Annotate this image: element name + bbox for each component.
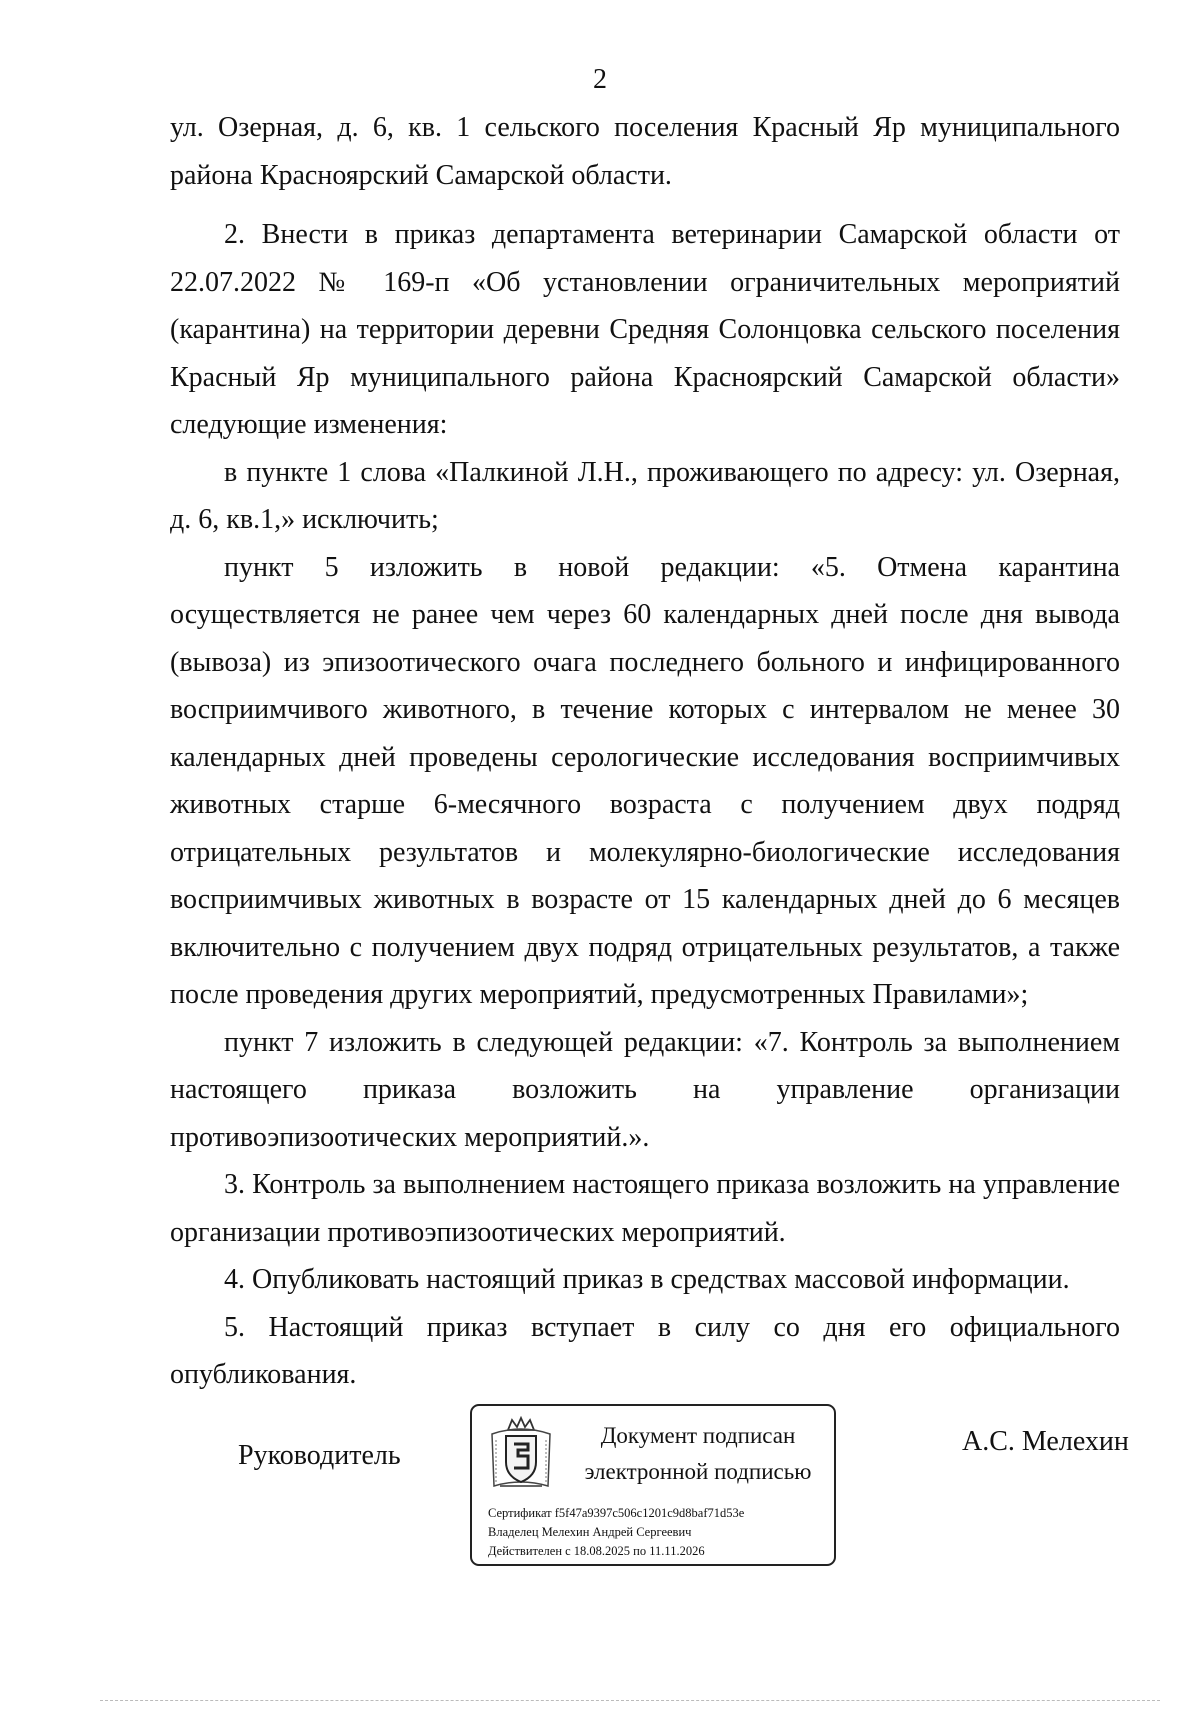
- stamp-validity: Действителен с 18.08.2025 по 11.11.2026: [488, 1544, 705, 1558]
- paragraph-amend-point-7: пункт 7 изложить в следующей редакции: «7. Контроль за выполнением настоящего приказа возложить на управление организации противоэпизоотических мероприятий.».: [170, 1026, 1120, 1153]
- electronic-signature-stamp: [470, 1404, 836, 1566]
- document-body: [170, 104, 1120, 1399]
- paragraph-item-4: 4. Опубликовать настоящий приказ в средствах массовой информации.: [224, 1264, 1070, 1295]
- paragraph-item-5: 5. Настоящий приказ вступает в силу со дня его официального опубликования.: [170, 1311, 1120, 1390]
- stamp-heading: [570, 1418, 826, 1490]
- stamp-details: [488, 1504, 828, 1561]
- samara-region-coat-of-arms-icon: [486, 1416, 556, 1492]
- page-number: 2: [593, 64, 607, 95]
- signature-block: [0, 1423, 1200, 1578]
- paragraph-item-3: 3. Контроль за выполнением настоящего приказа возложить на управление организации противоэпизоотических мероприятий.: [170, 1169, 1120, 1248]
- signer-name: А.С. Мелехин: [962, 1426, 1129, 1457]
- stamp-heading-line-2: электронной подписью: [584, 1459, 812, 1484]
- paragraph-amend-point-1: в пункте 1 слова «Палкиной Л.Н., проживающего по адресу: ул. Озерная, д. 6, кв.1,» исключить;: [170, 456, 1120, 535]
- paragraph-amend-point-5: пункт 5 изложить в новой редакции: «5. Отмена карантина осуществляется не ранее чем через 60 календарных дней после дня вывода (вывоза) из эпизоотического очага последнего больного и инфицированного восприимчивого животного, в течение которых с интервалом не менее 30 календарных дней проведены серологические исследования восприимчивых животных старше 6-месячного возраста с получением двух подряд отрицательных результатов и молекулярно-биологические исследования восприимчивых животных в возрасте от 15 календарных дней до 6 месяцев включительно с получением двух подряд отрицательных результатов, а также после проведения других мероприятий, предусмотренных Правилами»;: [170, 551, 1120, 1010]
- signer-title: Руководитель: [238, 1440, 401, 1471]
- stamp-owner: Владелец Мелехин Андрей Сергеевич: [488, 1525, 692, 1539]
- stamp-heading-line-1: Документ подписан: [600, 1423, 796, 1448]
- scan-edge-divider: [100, 1700, 1160, 1701]
- paragraph-item-2: 2. Внести в приказ департамента ветеринарии Самарской области от 22.07.2022 № 169-п «Об установлении ограничительных мероприятий (карантина) на территории деревни Средняя Солонцовка сельского поселения Красный Яр муниципального района Красноярский Самарской области» следующие изменения:: [170, 219, 1120, 440]
- paragraph-address-continuation: ул. Озерная, д. 6, кв. 1 сельского поселения Красный Яр муниципального района Красноярский Самарской области.: [170, 112, 1120, 191]
- stamp-certificate: Сертификат f5f47a9397c506c1201c9d8baf71d53e: [488, 1506, 745, 1520]
